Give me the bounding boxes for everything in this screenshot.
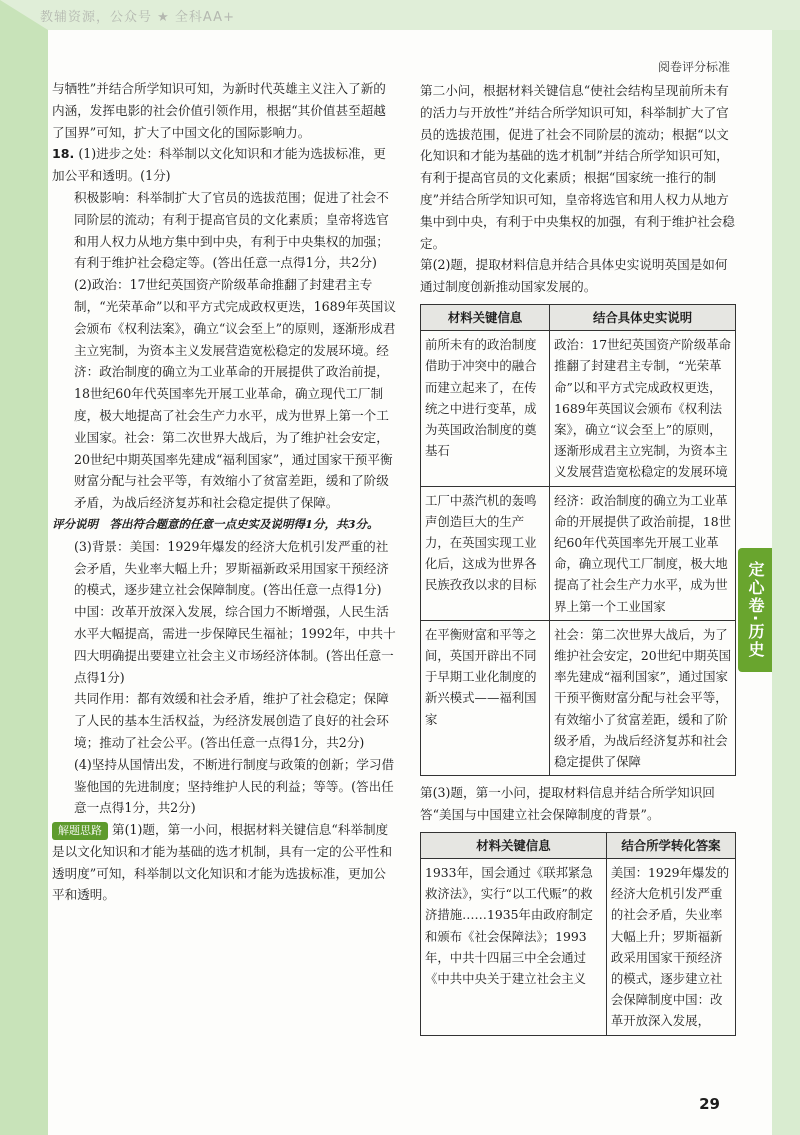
q1-text: (1)进步之处：科举制以文化知识和才能为选拔标准，更加公平和透明。(1分) xyxy=(52,146,386,184)
table-cell: 工厂中蒸汽机的轰鸣声创造巨大的生产力，在英国实现工业化后，这成为世界各民族孜孜以求的目标 xyxy=(421,486,550,620)
side-tab: 定心卷·历史 xyxy=(738,548,772,672)
table-britain xyxy=(420,304,736,776)
q1-answer xyxy=(52,143,396,187)
table-header-row xyxy=(421,304,736,330)
table-header: 结合所学转化答案 xyxy=(606,832,735,858)
right-edge-strip xyxy=(772,30,800,1135)
table-cell: 美国：1929年爆发的经济大危机引发严重的社会矛盾，失业率大幅上升；罗斯福新政采用国家干预经济的模式，逐步建立社会保障制度中国：改革开放深入发展， xyxy=(606,859,735,1036)
table-cell: 1933年，国会通过《联邦紧急救济法》，实行“以工代赈”的救济措施……1935年由政府制定和颁布《社会保障法》；1993年，中共十四届三中全会通过《中共中央关于建立社会主义 xyxy=(421,859,607,1036)
table-header: 结合具体史实说明 xyxy=(550,304,736,330)
table-cell: 经济：政治制度的确立为工业革命的开展提供了政治前提，18世纪60年代英国率先开展工业革命，确立现代工厂制度，极大地提高了社会生产力水平，成为世界上第一个工业国家 xyxy=(550,486,736,620)
question-number: 18. xyxy=(52,146,75,162)
q2-answer: (2)政治：17世纪英国资产阶级革命推翻了封建君主专制，“光荣革命”以和平方式完成政权更迭，1689年英国议会颁布《权利法案》，确立“议会至上”的原则，逐渐形成君主立宪制，为资本主义发展营造宽松稳定的发展环境。经济：政治制度的确立为工业革命的开展提供了政治前提，18世纪60年代英国率先开展工业革命，确立现代工厂制度，极大地提高了社会生产力水平，成为世界上第一个工业国家。社会：第二次世界大战后，为了维护社会安定，20世纪中期英国率先建成“福利国家”，通过国家干预平衡财富分配与社会平等，有效缩小了贫富差距，缓和了阶级矛盾，为战后经济复苏和社会稳定提供了保障。 xyxy=(74,277,396,511)
right-para-3: 第(3)题，第一小问，提取材料信息并结合所学知识回答“美国与中国建立社会保障制度的背景”。 xyxy=(420,785,715,823)
table-cell: 前所未有的政治制度借助于冲突中的融合而建立起来了，在传统之中进行变革，成为英国政治制度的奠基石 xyxy=(421,331,550,486)
table-row xyxy=(421,620,736,775)
table-header: 材料关键信息 xyxy=(421,304,550,330)
q1-impact: 积极影响：科举制扩大了官员的选拔范围；促进了社会不同阶层的流动；有利于提高官员的文化素质；皇帝将选官和用人权力从地方集中到中央，有利于中央集权的加强；有利于维护社会稳定等。(答出任意一点得1分，共2分) xyxy=(74,189,389,271)
right-para-2: 第(2)题，提取材料信息并结合具体史实说明英国是如何通过制度创新推动国家发展的。 xyxy=(420,257,728,295)
table-row xyxy=(421,331,736,486)
intro-text: 与牺牲”并结合所学知识可知，为新时代英雄主义注入了新的内涵，发挥电影的社会价值引领作用，根据“其价值甚至超越了国界”可知，扩大了中国文化的国际影响力。 xyxy=(52,81,386,140)
solution-tip-badge: 解题思路 xyxy=(52,822,108,840)
table-header: 材料关键信息 xyxy=(421,832,607,858)
scoring-note: 评分说明 答出符合题意的任意一点史实及说明得1分，共3分。 xyxy=(52,516,379,531)
q3-answer: (3)背景：美国：1929年爆发的经济大危机引发严重的社会矛盾，失业率大幅上升；罗斯福新政采用国家干预经济的模式，逐步建立社会保障制度。(答出任意一点得1分) xyxy=(74,538,389,598)
table-social-security xyxy=(420,832,736,1036)
page-number: 29 xyxy=(699,1095,720,1113)
right-para-1: 第二小问，根据材料关键信息“使社会结构呈现前所未有的活力与开放性”并结合所学知识可知，科举制扩大了官员的选拔范围，促进了社会不同阶层的流动；根据“以文化知识和才能为基础的选才机制”并结合所学知识可知，有利于提高官员的文化素质；根据“国家统一推行的制度”并结合所学知识可知，皇帝将选官和用人权力从地方集中到中央，有利于中央集权的加强，有利于维护社会稳定。 xyxy=(420,83,735,251)
table-cell: 在平衡财富和平等之间，英国开辟出不同于早期工业化制度的新兴模式——福利国家 xyxy=(421,620,550,775)
q3-common: 共同作用：都有效缓和社会矛盾，维护了社会稳定；保障了人民的基本生活权益，为经济发展创造了良好的社会环境；推动了社会公平。(答出任意一点得1分，共2分) xyxy=(74,691,389,750)
solution-tip xyxy=(52,819,396,906)
table-row xyxy=(421,486,736,620)
q4-answer: (4)坚持从国情出发，不断进行制度与政策的创新；学习借鉴他国的先进制度；坚持维护人民的利益；等等。(答出任意一点得1分，共2分) xyxy=(74,756,395,816)
table-row xyxy=(421,859,736,1036)
solution-tip-text: 第(1)题，第一小问，根据材料关键信息“科举制度是以文化知识和才能为基础的选才机制，具有一定的公平性和透明度”可知，科举制以文化知识和才能为选拔标准，更加公平和透明。 xyxy=(52,822,393,903)
table-cell: 政治：17世纪英国资产阶级革命推翻了封建君主专制，“光荣革命”以和平方式完成政权更迭，1689年英国议会颁布《权利法案》，确立“议会至上”的原则，逐渐形成君主立宪制，为资本主义发展营造宽松稳定的发展环境 xyxy=(550,331,736,486)
q3-china: 中国：改革开放深入发展，综合国力不断增强，人民生活水平大幅提高，需进一步保障民生福祉；1992年，中共十四大明确提出要建立社会主义市场经济体制。(答出任意一点得1分) xyxy=(74,604,396,685)
right-column xyxy=(420,80,736,1042)
header-label: 阅卷评分标准 xyxy=(657,60,730,74)
watermark: 教辅资源，公众号 ★ 全科AA+ xyxy=(40,10,235,25)
left-column xyxy=(52,78,396,906)
table-header-row xyxy=(421,832,736,858)
table-cell: 社会：第二次世界大战后，为了维护社会安定，20世纪中期英国率先建成“福利国家”，通过国家干预平衡财富分配与社会平等，有效缩小了贫富差距，缓和了阶级矛盾，为战后经济复苏和社会稳定提供了保障 xyxy=(550,620,736,775)
